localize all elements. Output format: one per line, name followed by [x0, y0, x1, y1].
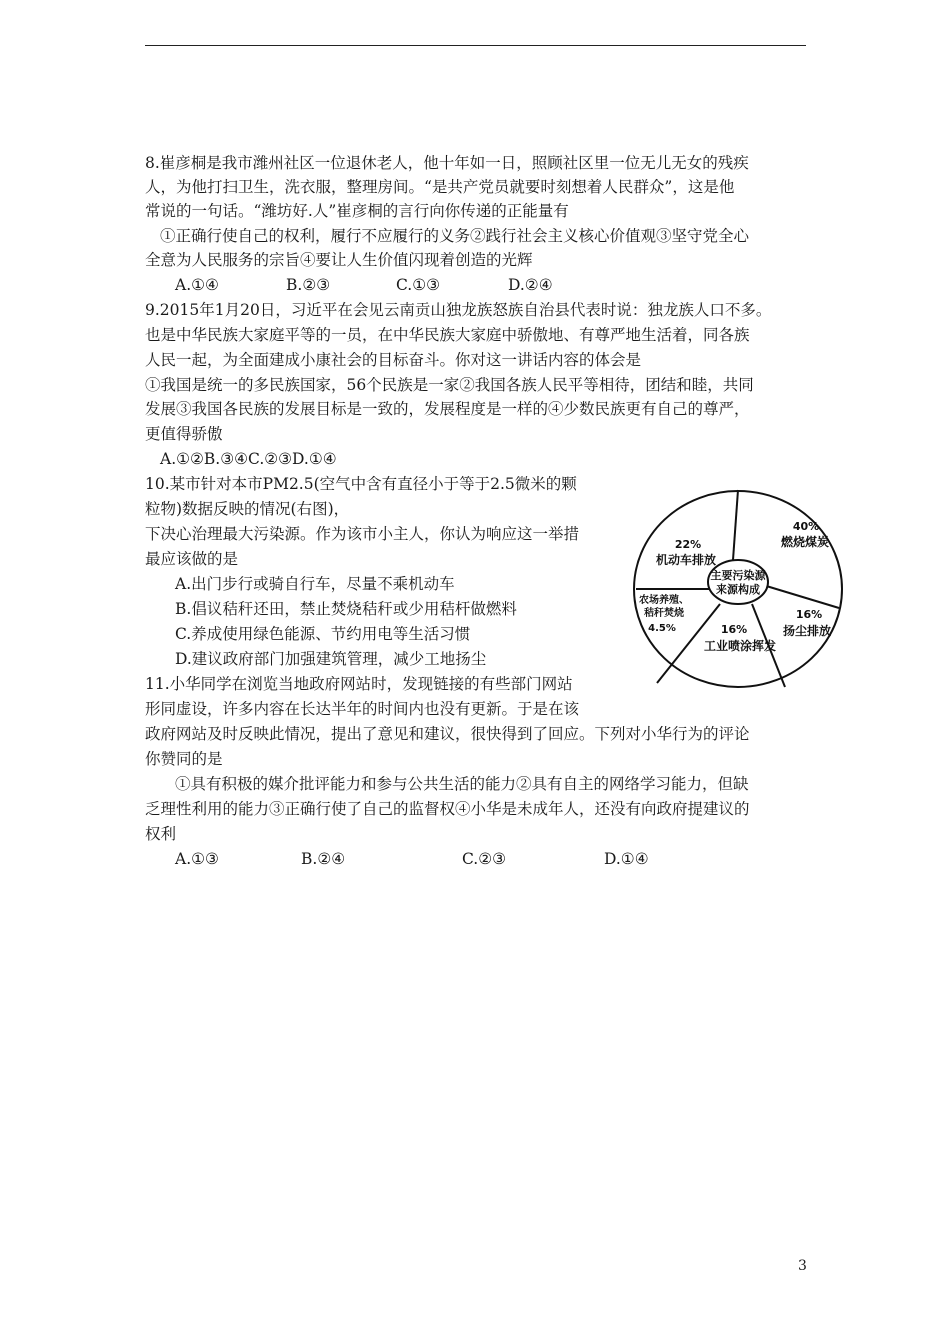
- q8-line: 8.崔彦桐是我市潍州社区一位退休老人，他十年如一日，照顾社区里一位无儿无女的残疾: [145, 154, 749, 172]
- q9-line: 9.2015年1月20日，习近平在会见云南贡山独龙族怒族自治县代表时说：独龙族人口不多。: [145, 301, 772, 319]
- q8-line: 常说的一句话。“潍坊好.人”崔彦桐的言行向你传递的正能量有: [145, 202, 569, 220]
- slice-percent-vehicle: 22%: [674, 538, 702, 551]
- slice-label-industry: 工业喷涂挥发: [703, 639, 777, 653]
- pollution-source-pie-chart: [630, 486, 850, 698]
- slice-percent-dust: 16%: [795, 608, 823, 621]
- q9-line: 发展③我国各民族的发展目标是一致的，发展程度是一样的④少数民族更有自己的尊严，: [145, 400, 750, 418]
- slice-label-farm: 农场养殖、: [639, 595, 689, 606]
- slice-label-vehicle: 机动车排放: [655, 553, 717, 567]
- q8-line: 全意为人民服务的宗旨④要让人生价值闪现着创造的光辉: [145, 251, 533, 269]
- q8-option-c: C.①③: [396, 276, 441, 294]
- q9-line: 更值得骄傲: [145, 425, 223, 443]
- q8-option-b: B.②③: [286, 276, 331, 294]
- q11-line: 你赞同的是: [145, 750, 223, 768]
- header-rule: [145, 45, 806, 46]
- slice-label-farm: 秸秆焚烧: [644, 608, 684, 619]
- slice-percent-coal: 40%: [792, 520, 820, 533]
- slice-percent-industry: 16%: [720, 623, 748, 636]
- q11-line: 政府网站及时反映此情况，提出了意见和建议，很快得到了回应。下列对小华行为的评论: [145, 725, 750, 743]
- q10-option-b: B.倡议秸秆还田，禁止焚烧秸秆或少用秸杆做燃料: [175, 600, 517, 618]
- q11-line: ①具有积极的媒介批评能力和参与公共生活的能力②具有自主的网络学习能力，但缺: [175, 775, 749, 793]
- q10-line: 最应该做的是: [145, 550, 239, 568]
- q11-line: 权利: [145, 825, 177, 843]
- q8-line: ①正确行使自己的权利，履行不应履行的义务②践行社会主义核心价值观③坚守党全心: [160, 227, 750, 245]
- q8-option-a: A.①④: [175, 276, 219, 294]
- q10-line: 10.某市针对本市PM2.5(空气中含有直径小于等于2.5微米的颗: [145, 475, 577, 493]
- pie-title-line: 来源构成: [716, 583, 760, 596]
- pie-center-hub: [708, 560, 768, 604]
- q8-option-d: D.②④: [508, 276, 553, 294]
- q9-line: ①我国是统一的多民族国家，56个民族是一家②我国各族人民平等相待，团结和睦，共同: [145, 376, 754, 394]
- pie-divider: [733, 490, 738, 560]
- pie-divider: [763, 585, 839, 608]
- pie-title-line: 主要污染源: [710, 569, 766, 582]
- q8-line: 人，为他打扫卫生，洗衣服，整理房间。“是共产党员就要时刻想着人民群众”，这是他: [145, 178, 735, 196]
- q11-line: 形同虚设，许多内容在长达半年的时间内也没有更新。于是在该: [145, 700, 580, 718]
- slice-percent-farm: 4.5%: [648, 623, 676, 634]
- slice-label-coal: 燃烧煤炭: [780, 535, 830, 549]
- q11-line: 乏理性利用的能力③正确行使了自己的监督权④小华是未成年人，还没有向政府提建议的: [145, 800, 750, 818]
- q10-option-d: D.建议政府部门加强建筑管理，减少工地扬尘: [175, 650, 487, 668]
- slice-label-dust: 扬尘排放: [782, 624, 832, 638]
- q11-option-b: B.②④: [301, 850, 346, 868]
- page-number: 3: [798, 1258, 807, 1274]
- q11-option-d: D.①④: [604, 850, 649, 868]
- q10-line: 下决心治理最大污染源。作为该市小主人，你认为响应这一举措: [145, 525, 580, 543]
- q11-option-c: C.②③: [462, 850, 507, 868]
- q10-option-c: C.养成使用绿色能源、节约用电等生活习惯: [175, 625, 471, 643]
- q10-option-a: A.出门步行或骑自行车，尽量不乘机动车: [175, 575, 455, 593]
- q10-line: 粒物)数据反映的情况(右图)，: [145, 500, 350, 518]
- q9-line: 也是中华民族大家庭平等的一员，在中华民族大家庭中骄傲地、有尊严地生活着，同各族: [145, 326, 750, 344]
- q9-options: A.①②B.③④C.②③D.①④: [160, 450, 337, 468]
- q11-option-a: A.①③: [175, 850, 219, 868]
- q9-line: 人民一起，为全面建成小康社会的目标奋斗。你对这一讲话内容的体会是: [145, 351, 642, 369]
- q11-line: 11.小华同学在浏览当地政府网站时，发现链接的有些部门网站: [145, 675, 573, 693]
